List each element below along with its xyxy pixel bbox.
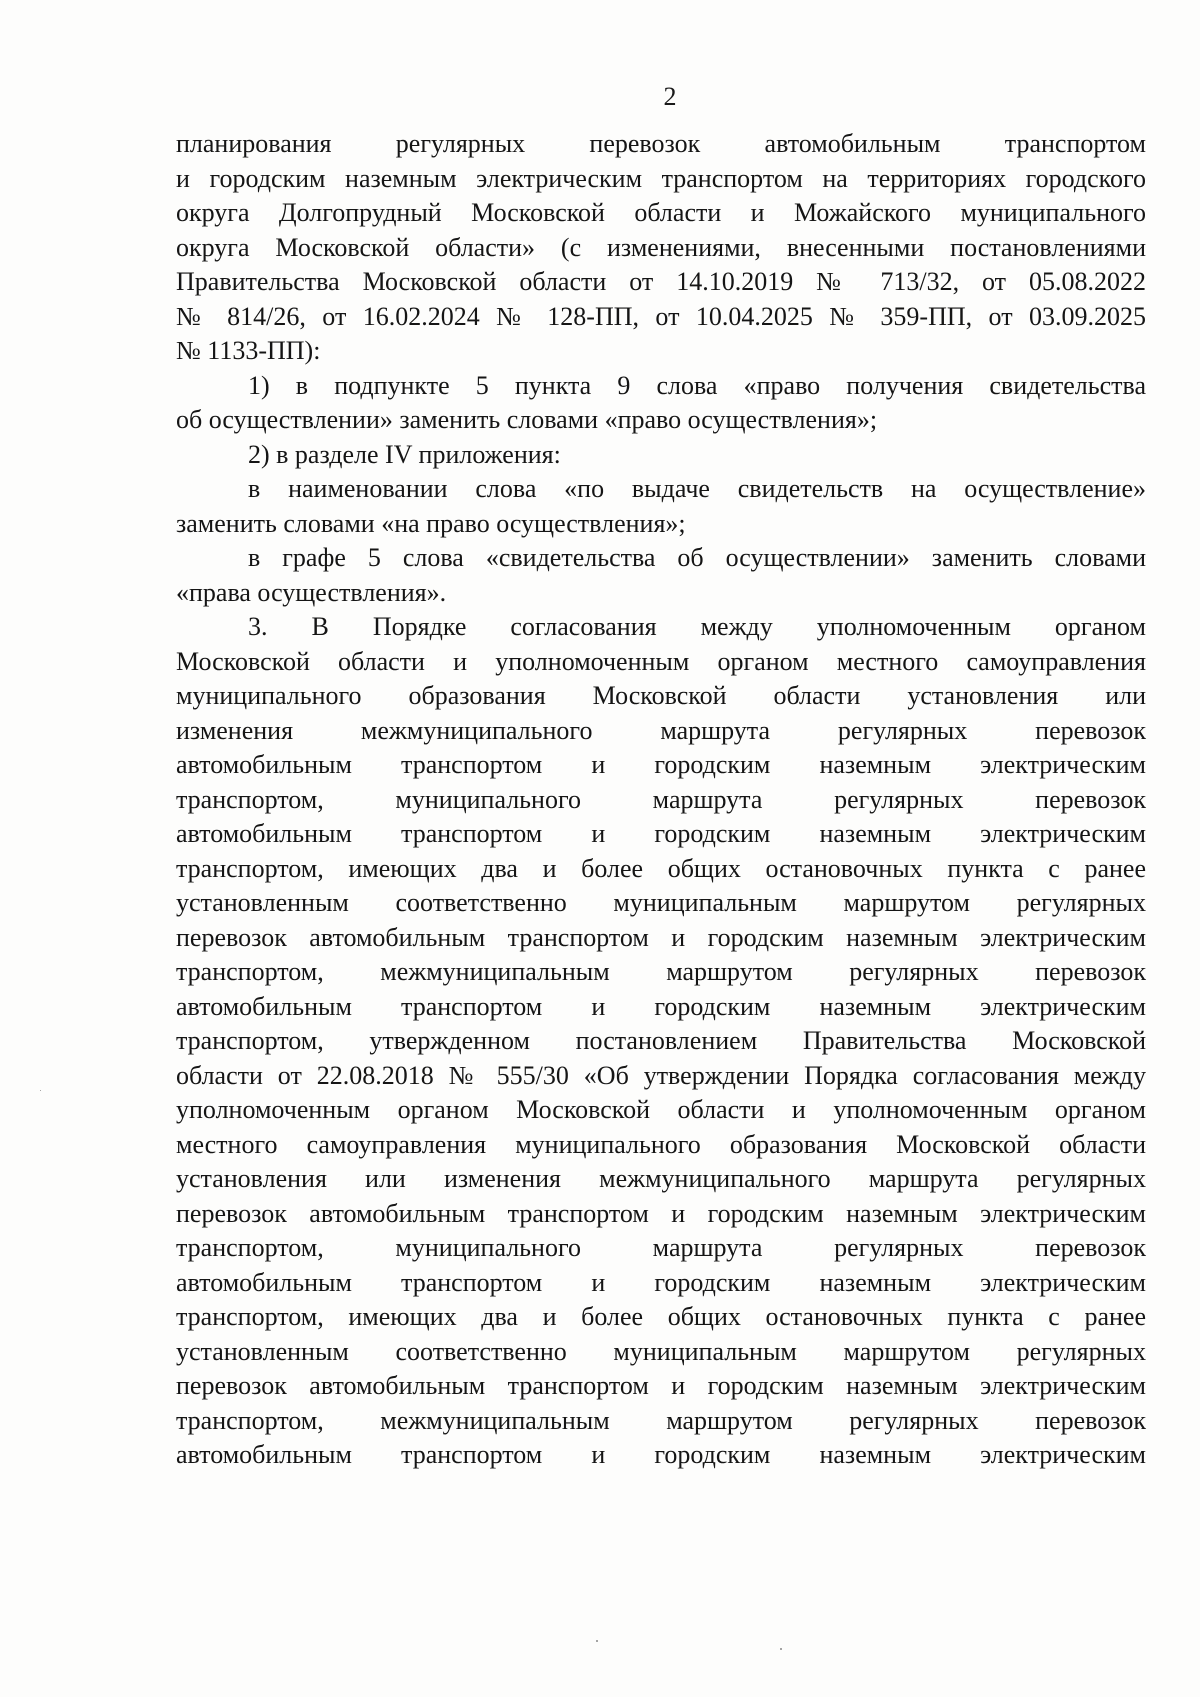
text-line: установления или изменения межмуниципального маршрута регулярных [176, 1164, 1146, 1193]
text-line: заменить словами «на право осуществления»; [176, 508, 686, 538]
text-line: транспортом, межмуниципальным маршрутом регулярных перевозок [176, 957, 1146, 986]
text-line: перевозок автомобильным транспортом и городским наземным электрическим [176, 1371, 1146, 1400]
scan-speck [780, 1648, 782, 1650]
text-line: 3. В Порядке согласования между уполномоченным органом [248, 612, 1146, 641]
text-line: установленным соответственно муниципальным маршрутом регулярных [176, 888, 1146, 917]
text-line: изменения межмуниципального маршрута регулярных перевозок [176, 715, 1146, 745]
text-line: № 814/26, от 16.02.2024 № 128-ПП, от 10.04.2025 № 359-ПП, от 03.09.2025 [176, 301, 1146, 331]
text-line: планирования регулярных перевозок автомобильным транспортом [176, 129, 1146, 158]
text-line: местного самоуправления муниципального образования Московской области [176, 1129, 1146, 1159]
text-line: 2) в разделе IV приложения: [248, 439, 561, 469]
text-line: автомобильным транспортом и городским наземным электрическим [176, 1440, 1146, 1469]
text-line: автомобильным транспортом и городским наземным электрическим [176, 991, 1146, 1021]
text-line: установленным соответственно муниципальным маршрутом регулярных [176, 1336, 1146, 1366]
text-line: «права осуществления». [176, 577, 447, 607]
text-line: транспортом, утвержденном постановлением Правительства Московской [176, 1026, 1146, 1055]
text-line: уполномоченным органом Московской области и уполномоченным органом [176, 1095, 1146, 1124]
text-line: округа Московской области» (с изменениями, внесенными постановлениями [176, 232, 1146, 262]
text-line: 1) в подпункте 5 пункта 9 слова «право получения свидетельства [248, 370, 1146, 400]
text-line: транспортом, имеющих два и более общих остановочных пункта с ранее [176, 853, 1146, 883]
text-line: в наименовании слова «по выдаче свидетельств на осуществление» [248, 474, 1146, 503]
page-number: 2 [663, 82, 677, 111]
scan-speck [596, 1640, 598, 1642]
text-line: в графе 5 слова «свидетельства об осуществлении» заменить словами [248, 543, 1146, 572]
text-line: автомобильным транспортом и городским наземным электрическим [176, 750, 1146, 779]
text-line: транспортом, межмуниципальным маршрутом регулярных перевозок [176, 1405, 1146, 1435]
body-text [176, 127, 1146, 1473]
text-line: и городским наземным электрическим транспортом на территориях городского [176, 163, 1146, 193]
text-line: Московской области и уполномоченным органом местного самоуправления [176, 646, 1146, 676]
text-line: автомобильным транспортом и городским наземным электрическим [176, 1267, 1146, 1297]
text-line: муниципального образования Московской области установления или [176, 681, 1146, 710]
scan-speck [40, 1090, 41, 1091]
text-line: транспортом, имеющих два и более общих остановочных пункта с ранее [176, 1302, 1146, 1331]
text-line: перевозок автомобильным транспортом и городским наземным электрическим [176, 1198, 1146, 1228]
text-line: автомобильным транспортом и городским наземным электрическим [176, 819, 1146, 848]
text-line: области от 22.08.2018 № 555/30 «Об утверждении Порядка согласования между [176, 1060, 1146, 1090]
text-line: транспортом, муниципального маршрута регулярных перевозок [176, 784, 1146, 814]
text-line: № 1133-ПП): [176, 336, 321, 365]
text-line: Правительства Московской области от 14.10.2019 № 713/32, от 05.08.2022 [176, 267, 1146, 296]
text-line: транспортом, муниципального маршрута регулярных перевозок [176, 1233, 1146, 1262]
text-line: перевозок автомобильным транспортом и городским наземным электрическим [176, 922, 1146, 952]
text-line: округа Долгопрудный Московской области и Можайского муниципального [176, 198, 1146, 227]
text-line: об осуществлении» заменить словами «право осуществления»; [176, 405, 878, 434]
